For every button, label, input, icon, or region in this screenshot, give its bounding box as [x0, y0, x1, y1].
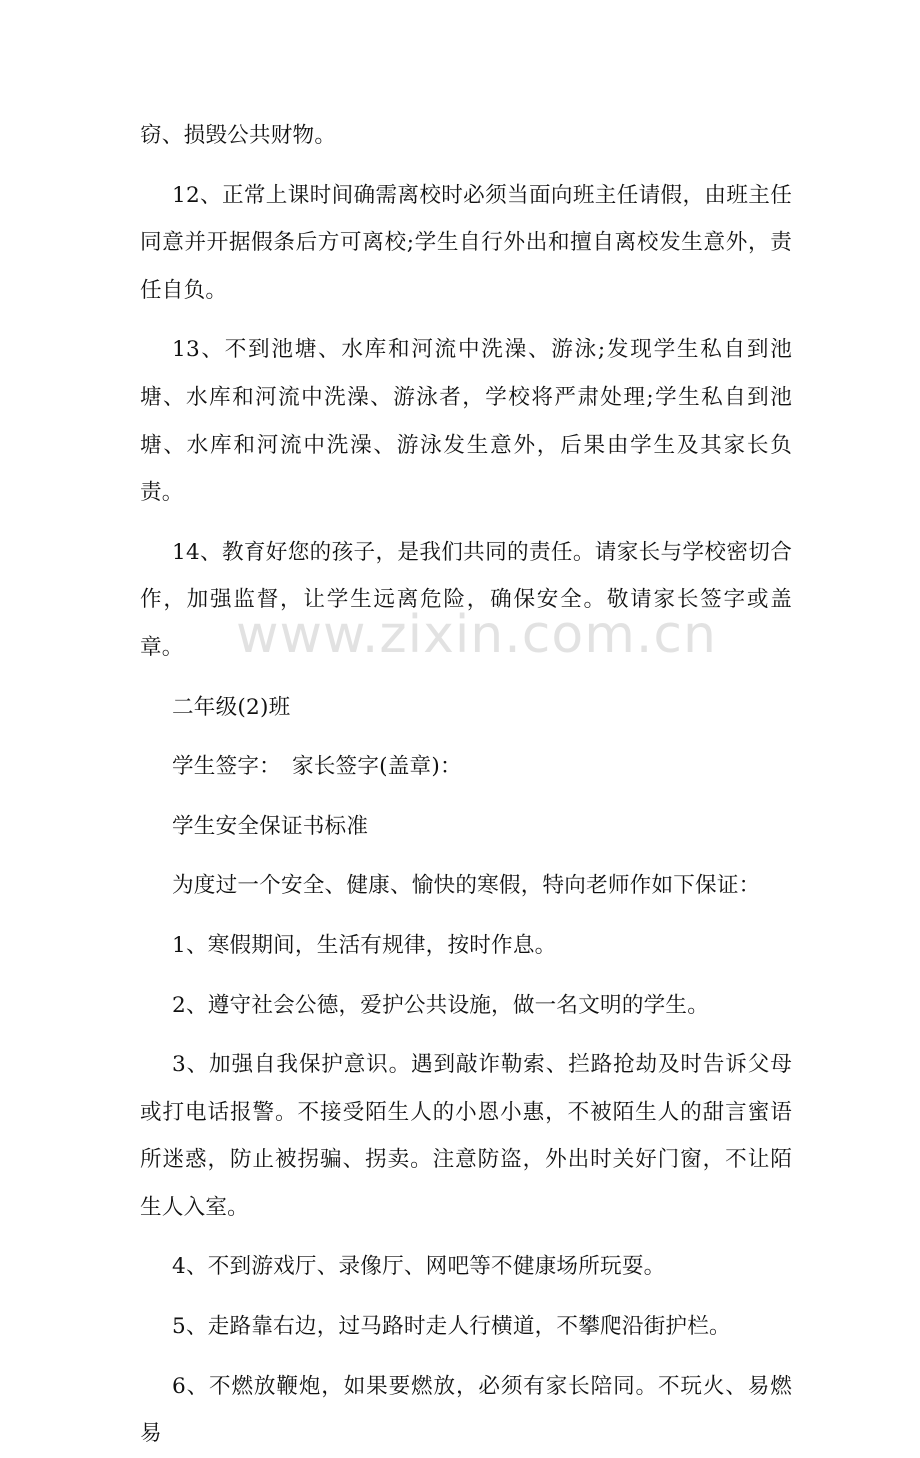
pledge-item-1: 1、寒假期间，生活有规律，按时作息。: [172, 932, 557, 958]
document-body: [140, 112, 792, 1458]
watermark: www.zixin.com.cn: [236, 605, 717, 665]
pledge-item-4: 4、不到游戏厅、录像厅、网吧等不健康场所玩耍。: [172, 1254, 666, 1280]
pledge-item-6: 6、不燃放鞭炮，如果要燃放，必须有家长陪同。不玩火、易燃易: [140, 1373, 792, 1447]
paragraph-item-13: 13、不到池塘、水库和河流中洗澡、游泳;发现学生私自到池塘、水库和河流中洗澡、游泳者，学校将严肃处理;学生私自到池塘、水库和河流中洗澡、游泳发生意外，后果由学生及其家长负责。: [140, 337, 792, 506]
pledge-item-3: 3、加强自我保护意识。遇到敲诈勒索、拦路抢劫及时告诉父母或打电话报警。不接受陌生人的小恩小惠，不被陌生人的甜言蜜语所迷惑，防止被拐骗、拐卖。注意防盗，外出时关好门窗，不让陌生人入室。: [140, 1052, 792, 1220]
signature-line: 学生签字： 家长签字(盖章)：: [172, 754, 462, 780]
intro-paragraph: 为度过一个安全、健康、愉快的寒假，特向老师作如下保证：: [172, 873, 761, 899]
paragraph-item-14: 14、教育好您的孩子，是我们共同的责任。请家长与学校密切合作，加强监督，让学生远离危险，确保安全。敬请家长签字或盖章。: [140, 539, 792, 660]
paragraph-item-12: 12、正常上课时间确需离校时必须当面向班主任请假，由班主任同意并开据假条后方可离校;学生自行外出和擅自离校发生意外，责任自负。: [140, 182, 792, 303]
paragraph-continuation: 窃、损毁公共财物。: [140, 123, 337, 148]
pledge-item-5: 5、走路靠右边，过马路时走人行横道，不攀爬沿街护栏。: [172, 1314, 731, 1340]
section-title: 学生安全保证书标准: [172, 813, 369, 839]
class-label: 二年级(2)班: [172, 694, 291, 720]
pledge-item-2: 2、遵守社会公德，爱护公共设施，做一名文明的学生。: [172, 992, 709, 1018]
